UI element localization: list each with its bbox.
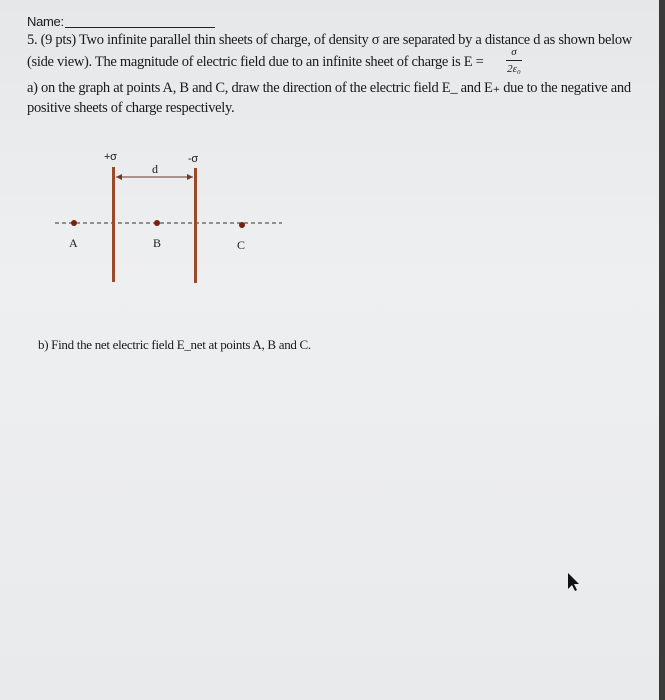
point-b-label: B: [153, 236, 161, 250]
question-line-1: 5. (9 pts) Two infinite parallel thin sheets of charge, of density σ are separated by a distance d as shown below: [27, 32, 632, 48]
minus-sigma-label: -σ: [188, 153, 198, 165]
arrow-head-left: [116, 174, 122, 180]
point-b-dot: [154, 220, 160, 226]
name-label: Name:: [27, 14, 64, 29]
point-a-dot: [71, 220, 77, 226]
distance-label: d: [152, 162, 158, 176]
part-b-text: b) Find the net electric field E_net at points A, B and C.: [38, 337, 311, 352]
part-a-line-2: positive sheets of charge respectively.: [27, 100, 235, 116]
plus-sigma-label: +σ: [104, 151, 117, 163]
negative-sheet: [194, 168, 197, 283]
arrow-head-right: [187, 174, 193, 180]
formula-denominator: 2ε₀: [507, 63, 521, 75]
point-a-label: A: [69, 236, 78, 250]
formula-numerator: σ: [511, 46, 517, 58]
positive-sheet: [112, 167, 115, 282]
point-c-dot: [239, 222, 245, 228]
point-c-label: C: [237, 238, 245, 252]
part-a-line-1: a) on the graph at points A, B and C, draw the direction of the electric field E_ and E₊ due to the negative and: [27, 80, 631, 96]
question-line-2: (side view). The magnitude of electric field due to an infinite sheet of charge is E =: [27, 54, 484, 70]
mouse-cursor-icon: [566, 572, 582, 592]
